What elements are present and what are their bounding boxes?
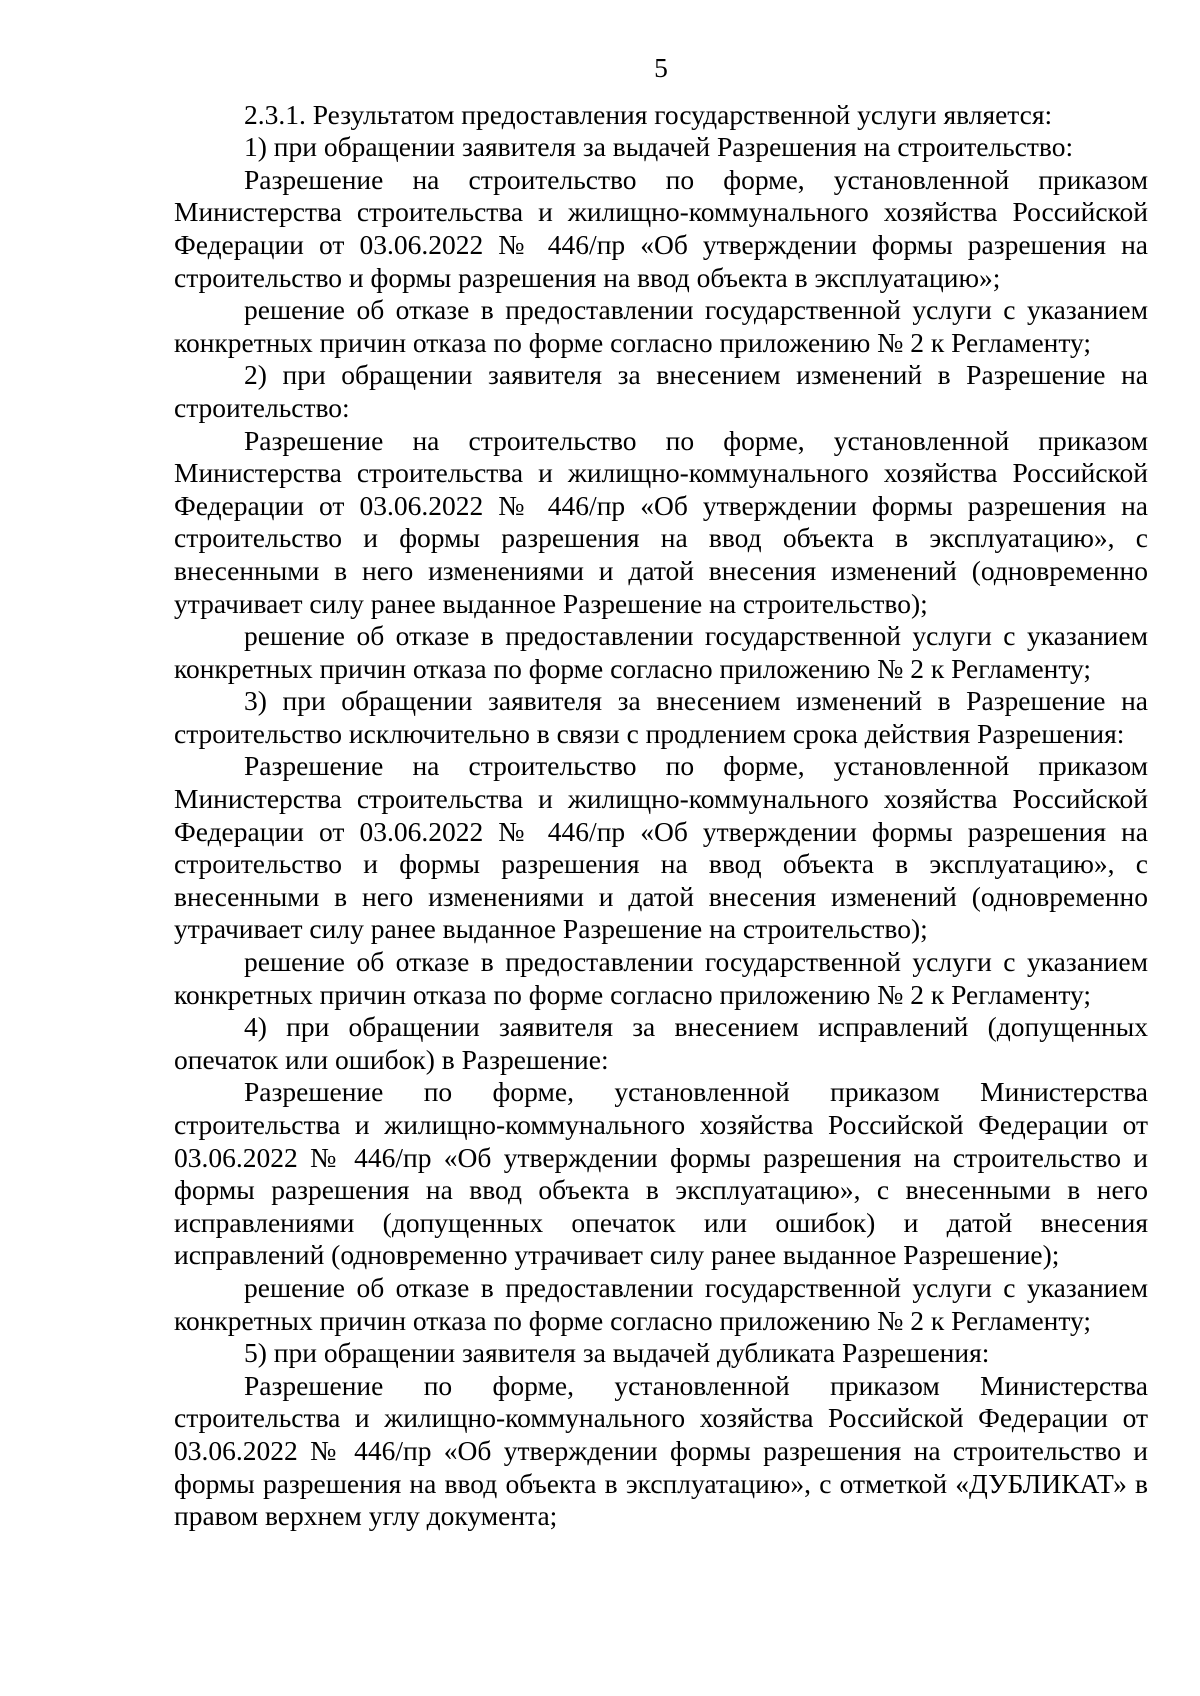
paragraph-case-5-permit: Разрешение по форме, установленной приказом Министерства строительства и жилищно-коммунального хозяйства Российской Федерации от 03.06.2022 № 446/пр «Об утверждении формы разрешения на строительство и формы разрешения на ввод объекта в эксплуатацию», с отметкой «ДУБЛИКАТ» в правом верхнем углу документа;: [174, 1369, 1148, 1532]
paragraph-case-2-permit: Разрешение на строительство по форме, установленной приказом Министерства строительства и жилищно-коммунального хозяйства Российской Федерации от 03.06.2022 № 446/пр «Об утверждении формы разрешения на строительство и формы разрешения на ввод объекта в эксплуатацию», с внесенными в него изменениями и датой внесения изменений (одновременно утрачивает силу ранее выданное Разрешение на строительство);: [174, 424, 1148, 619]
paragraph-2-3-1-heading: 2.3.1. Результатом предоставления государственной услуги является:: [244, 98, 1053, 130]
paragraph-case-1-permit: Разрешение на строительство по форме, установленной приказом Министерства строительства и жилищно-коммунального хозяйства Российской Федерации от 03.06.2022 № 446/пр «Об утверждении формы разрешения на строительство и формы разрешения на ввод объекта в эксплуатацию»;: [174, 163, 1148, 293]
document-page: [174, 52, 1148, 1533]
page-number: 5: [654, 52, 668, 83]
paragraph-case-4: 4) при обращении заявителя за внесением исправлений (допущенных опечаток или ошибок) в Разрешение:: [174, 1011, 1148, 1075]
paragraph-case-3: 3) при обращении заявителя за внесением изменений в Разрешение на строительство исключительно в связи с продлением срока действия Разрешения:: [174, 685, 1148, 749]
paragraph-case-4-permit: Разрешение по форме, установленной приказом Министерства строительства и жилищно-коммунального хозяйства Российской Федерации от 03.06.2022 № 446/пр «Об утверждении формы разрешения на строительство и формы разрешения на ввод объекта в эксплуатацию», с внесенными в него исправлениями (допущенных опечаток или ошибок) и датой внесения исправлений (одновременно утрачивает силу ранее выданное Разрешение);: [174, 1076, 1148, 1271]
paragraph-case-2: 2) при обращении заявителя за внесением изменений в Разрешение на строительство:: [174, 359, 1148, 423]
paragraph-case-5: 5) при обращении заявителя за выдачей дубликата Разрешения:: [244, 1337, 990, 1369]
paragraph-case-1: 1) при обращении заявителя за выдачей Разрешения на строительство:: [244, 131, 1074, 163]
paragraph-case-3-refusal: решение об отказе в предоставлении государственной услуги с указанием конкретных причин отказа по форме согласно приложению № 2 к Регламенту;: [174, 946, 1148, 1010]
paragraph-case-3-permit: Разрешение на строительство по форме, установленной приказом Министерства строительства и жилищно-коммунального хозяйства Российской Федерации от 03.06.2022 № 446/пр «Об утверждении формы разрешения на строительство и формы разрешения на ввод объекта в эксплуатацию», с внесенными в него изменениями и датой внесения изменений (одновременно утрачивает силу ранее выданное Разрешение на строительство);: [174, 750, 1148, 945]
paragraph-case-1-refusal: решение об отказе в предоставлении государственной услуги с указанием конкретных причин отказа по форме согласно приложению № 2 к Регламенту;: [174, 294, 1148, 358]
paragraph-case-2-refusal: решение об отказе в предоставлении государственной услуги с указанием конкретных причин отказа по форме согласно приложению № 2 к Регламенту;: [174, 620, 1148, 684]
paragraph-case-4-refusal: решение об отказе в предоставлении государственной услуги с указанием конкретных причин отказа по форме согласно приложению № 2 к Регламенту;: [174, 1271, 1148, 1336]
